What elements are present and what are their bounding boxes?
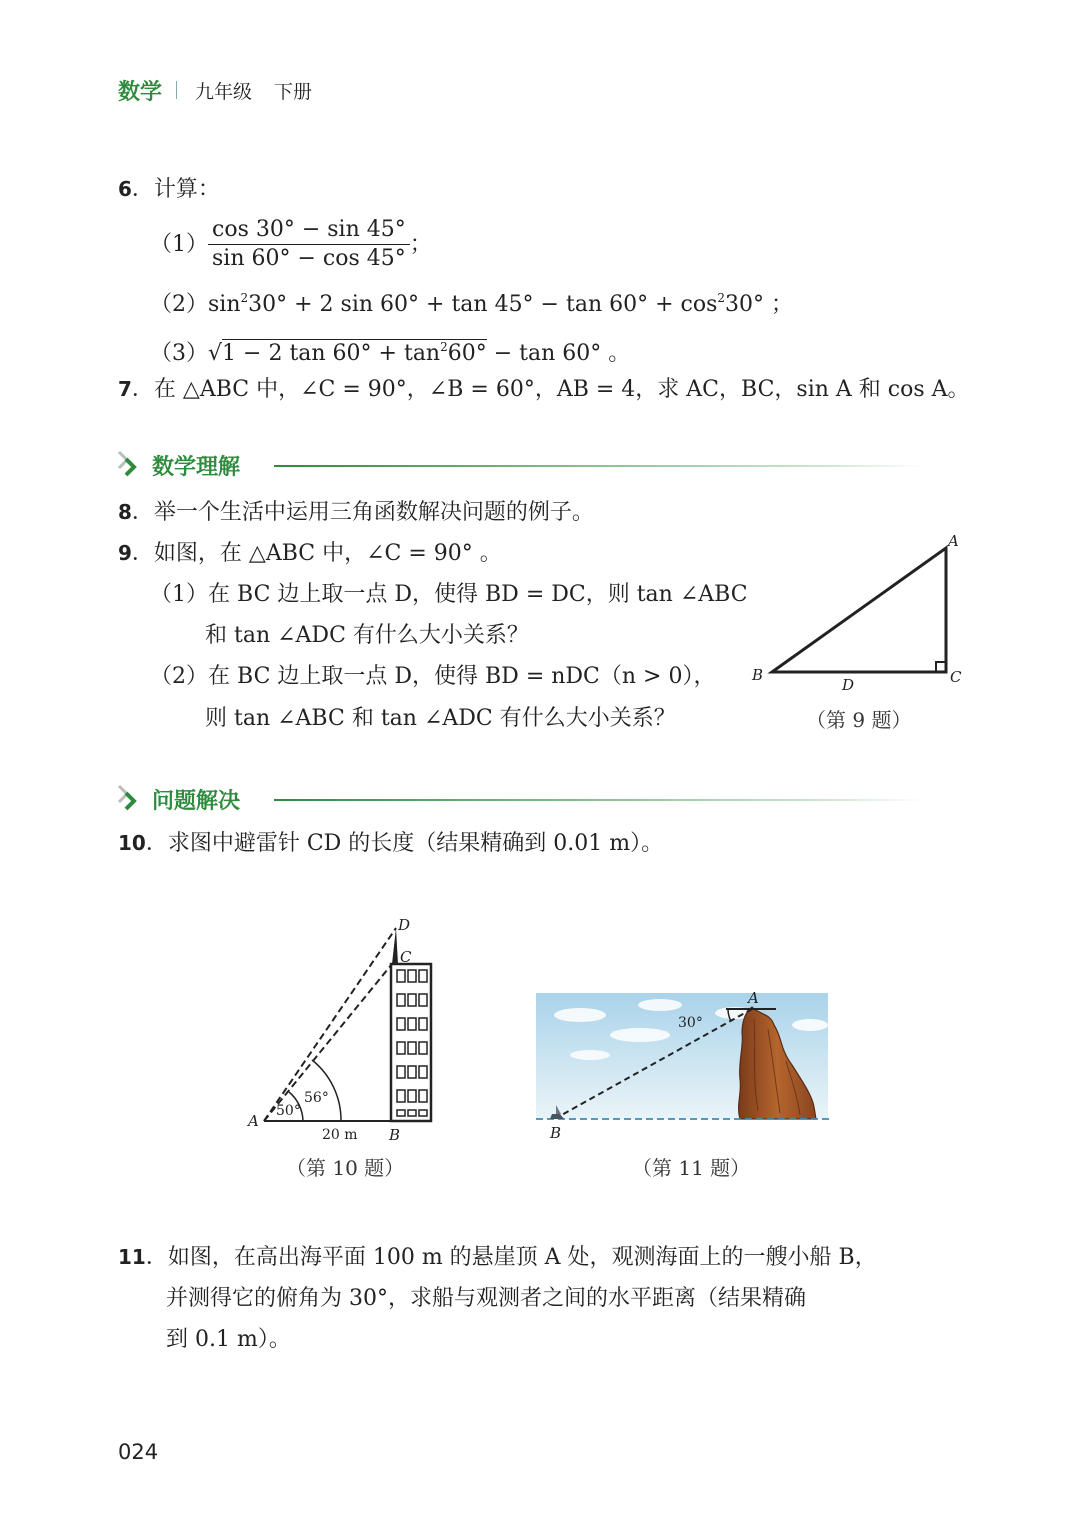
q6-p1-denominator: sin 60° − cos 45° [212,246,406,271]
fig11-label-a: A [748,989,759,1007]
chevron-right-icon [114,448,148,482]
page-number: 024 [118,1440,159,1464]
q7-number: 7 [118,377,132,401]
q11-line2: 并测得它的俯角为 30°，求船与观测者之间的水平距离（结果精确 [166,1286,806,1311]
q6-p1-label: （1） [150,231,208,257]
fig9-label-d: D [842,676,855,694]
q6-p3-radicand-a: 1 − 2 tan 60° + tan [222,341,441,366]
q6-p2-middle: 30° + 2 sin 60° + tan 45° − tan 60° + cos [248,292,718,317]
fig9-caption: （第 9 题） [806,708,912,732]
q10 [118,828,663,859]
q6-p1-fraction [208,216,410,273]
page-header [118,74,312,106]
fig9-label-a: A [948,532,959,550]
header-divider [176,81,177,99]
q6-p2-sin: sin [208,292,241,317]
q9-part2-line2: 则 tan ∠ABC 和 tan ∠ADC 有什么大小关系？ [205,706,676,731]
q9-part2-line1: （2）在 BC 边上取一点 D，使得 BD = nDC（n > 0）， [150,664,716,689]
q6-p2-end: 30° ； [725,292,794,317]
section-heading-problem-solving [114,782,240,816]
fig10-caption: （第 10 题） [286,1156,405,1180]
header-grade: 九年级 [195,80,253,103]
q6-p2-label: （2） [150,292,208,317]
q6-p3-radicand: 1 − 2 $\tan 60^\circ + \tan^260^\circ$ [222,340,487,366]
fig9-label-c: C [950,668,962,686]
q6-stem-text: ．计算： [131,177,220,202]
section-title: 数学理解 [152,454,241,480]
sqrt-icon: √ [208,341,223,366]
q6-number: 6 [118,177,132,201]
q6-p1-end: ； [409,231,432,257]
figure-9-triangle [740,530,980,700]
q9-stem-text: ．如图，在 △ABC 中，∠C = 90° 。 [131,541,502,566]
figure-10-building [240,910,440,1150]
q6-p3-after: − tan 60° 。 [486,341,631,366]
chevron-right-icon [114,782,148,816]
fig11-angle: 30° [678,1015,703,1031]
q6-part3 [150,332,630,369]
fig10-label-b: B [389,1126,401,1144]
q8-number: 8 [118,500,132,524]
q10-number: 10 [118,831,146,855]
q9-part1-line2: 和 tan ∠ADC 有什么大小关系？ [205,623,529,648]
q11-line3: 到 0.1 m）。 [166,1327,291,1352]
fig10-angle-56: 56° [304,1090,329,1106]
figure-11-cliff [530,985,840,1145]
sight-line-ad [264,928,396,1121]
section-heading-math-understanding [114,448,240,482]
q9-number: 9 [118,541,132,565]
fig10-distance: 20 m [322,1127,358,1143]
fig11-label-b: B [550,1124,562,1142]
q6-p3-label: （3） [150,341,208,366]
q9-part1-line1: （1）在 BC 边上取一点 D，使得 BD = DC，则 tan ∠ABC [150,582,748,607]
q11-line1 [118,1242,877,1273]
q11-text-1: ．如图，在高出海平面 100 m 的悬崖顶 A 处，观测海面上的一艘小船 B， [145,1245,877,1270]
q6-part1 [150,216,432,273]
fig10-angle-50: 50° [276,1103,301,1119]
section-rule [274,465,924,467]
q11-number: 11 [118,1245,146,1269]
q8-text: ．举一个生活中运用三角函数解决问题的例子。 [131,500,594,525]
q7-text: ．在 △ABC 中，∠C = 90°，∠B = 60°，AB = 4，求 AC，BC，sin A 和 cos A。 [131,377,970,402]
header-volume: 下册 [274,80,313,103]
q7 [118,374,970,405]
fig11-caption: （第 11 题） [632,1156,751,1180]
triangle-abc [772,548,946,672]
q6-p3-radicand-b: 60° [447,341,487,366]
q6-p1-numerator: cos 30° − sin 45° [208,216,410,245]
section-title: 问题解决 [152,788,241,814]
q9-stem [118,538,502,569]
q10-text: ．求图中避雷针 CD 的长度（结果精确到 0.01 m）。 [145,831,664,856]
q6-part2: $(2)\sin^230^\circ + 2$ $\sin 60^\circ + \tan 45^\circ - \tan 60^\circ + \cos^230^\circ$ ； [150,291,794,317]
q8 [118,497,594,528]
section-rule [274,799,924,801]
fig10-label-a: A [248,1112,259,1130]
fig10-label-c: C [400,948,412,966]
fig10-label-d: D [398,916,411,934]
fig9-label-b: B [752,666,764,684]
header-subject: 数学 [118,79,163,105]
q6-stem [118,174,220,205]
